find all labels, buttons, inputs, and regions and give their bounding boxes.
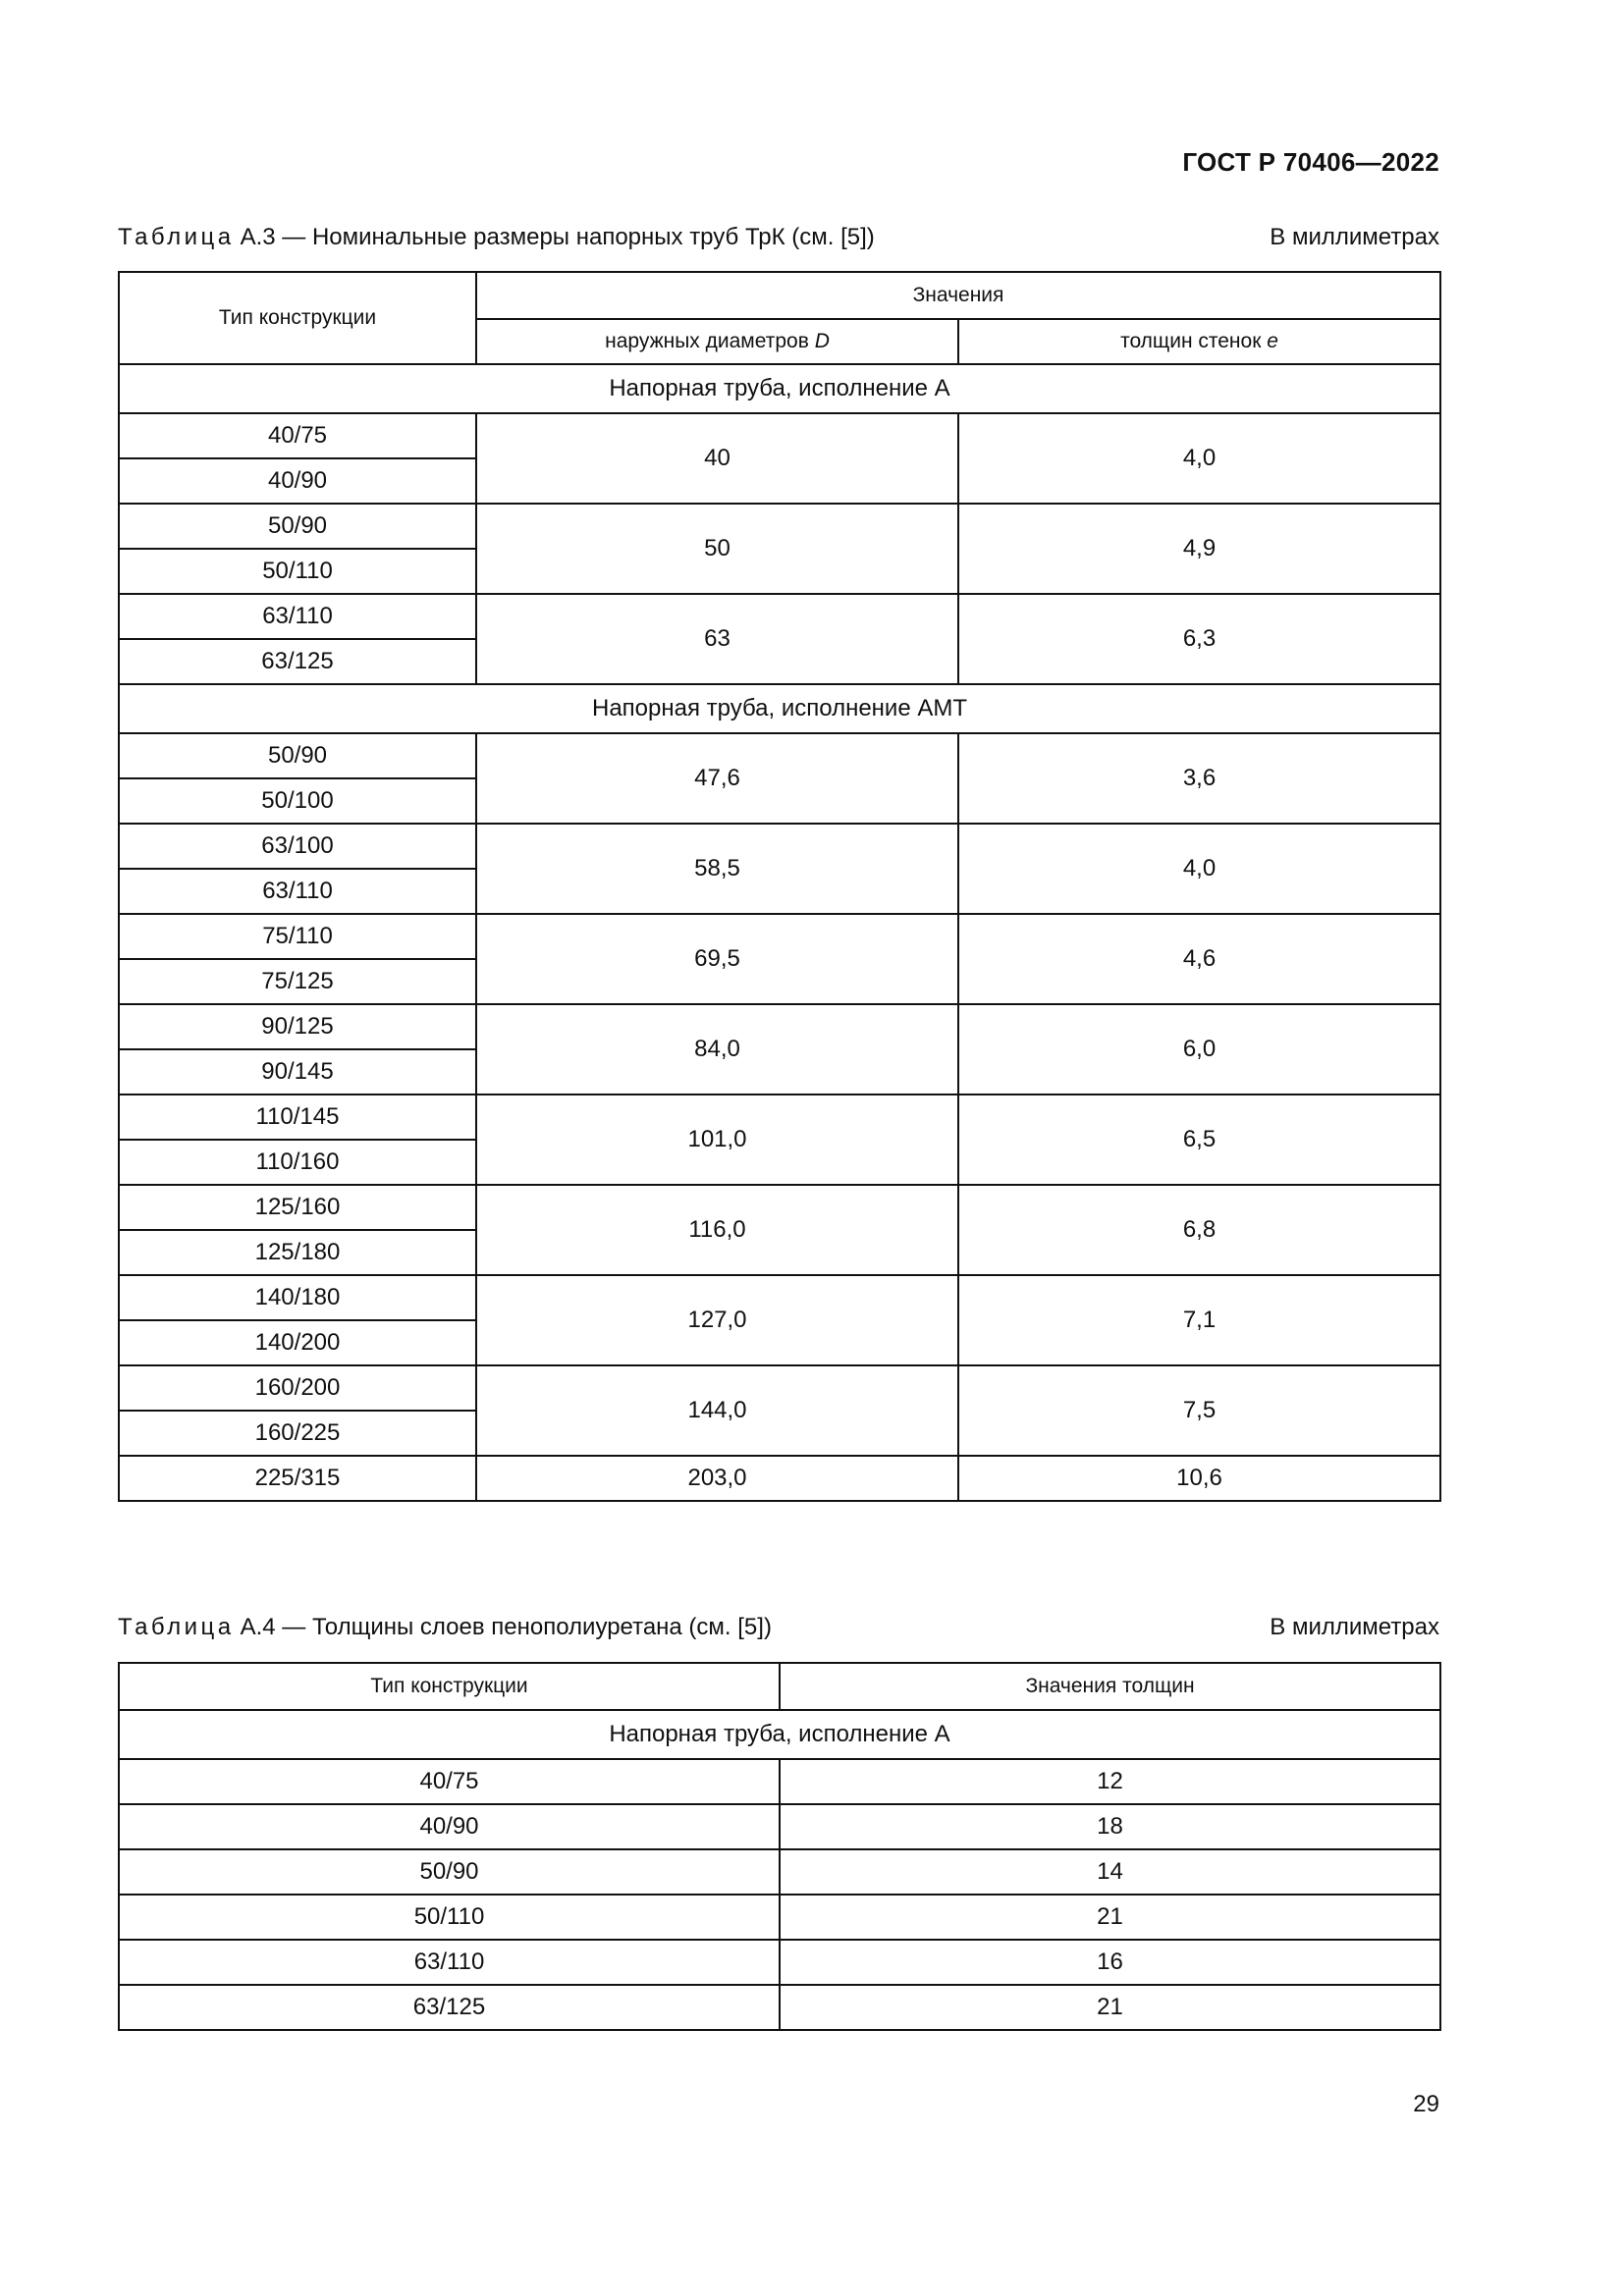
construction-type-cell: 63/110 — [119, 1940, 780, 1985]
construction-type-cell: 90/125 — [119, 1004, 476, 1049]
outer-diameter-cell: 50 — [476, 504, 958, 594]
construction-type-cell: 125/180 — [119, 1230, 476, 1275]
table-row — [119, 413, 1440, 458]
construction-type-cell: 50/90 — [119, 1849, 780, 1895]
table-row — [119, 1275, 1440, 1320]
wall-thickness-cell: 6,3 — [958, 594, 1440, 684]
construction-type-cell: 50/110 — [119, 1895, 780, 1940]
construction-type-cell: 40/75 — [119, 413, 476, 458]
table-a3-header-row — [119, 272, 1440, 319]
table-a4-units: В миллиметрах — [1270, 1614, 1439, 1640]
foam-thickness-cell: 16 — [780, 1940, 1440, 1985]
wall-thickness-cell: 4,6 — [958, 914, 1440, 1004]
outer-diameter-cell: 144,0 — [476, 1365, 958, 1456]
outer-diameter-cell: 40 — [476, 413, 958, 504]
table-a3-section-title: Напорная труба, исполнение А — [119, 364, 1440, 413]
table-row — [119, 1849, 1440, 1895]
table-a3-col-type: Тип конструкции — [119, 272, 476, 364]
table-a4-col-thickness: Значения толщин — [780, 1663, 1440, 1710]
construction-type-cell: 50/110 — [119, 549, 476, 594]
table-a4-section-title: Напорная труба, исполнение А — [119, 1710, 1440, 1759]
outer-diameter-cell: 69,5 — [476, 914, 958, 1004]
construction-type-cell: 75/110 — [119, 914, 476, 959]
construction-type-cell: 63/125 — [119, 639, 476, 684]
table-a4-title: А.4 — Толщины слоев пенополиуретана (см. [5]) — [240, 1614, 772, 1640]
table-row — [119, 1940, 1440, 1985]
construction-type-cell: 160/225 — [119, 1411, 476, 1456]
table-a3-col-values: Значения — [476, 272, 1440, 319]
outer-diameter-cell: 116,0 — [476, 1185, 958, 1275]
construction-type-cell: 40/90 — [119, 458, 476, 504]
table-row — [119, 1895, 1440, 1940]
wall-thickness-cell: 4,9 — [958, 504, 1440, 594]
construction-type-cell: 140/180 — [119, 1275, 476, 1320]
construction-type-cell: 63/100 — [119, 824, 476, 869]
document-code: ГОСТ Р 70406—2022 — [1182, 147, 1439, 177]
table-a4 — [118, 1662, 1441, 2031]
table-a4-header-row — [119, 1663, 1440, 1710]
table-row — [119, 733, 1440, 778]
table-a3-col-thickness — [958, 319, 1440, 364]
construction-type-cell: 75/125 — [119, 959, 476, 1004]
outer-diameter-cell: 63 — [476, 594, 958, 684]
foam-thickness-cell: 14 — [780, 1849, 1440, 1895]
wall-thickness-cell: 7,5 — [958, 1365, 1440, 1456]
page-number: 29 — [1413, 2091, 1439, 2117]
table-row — [119, 1365, 1440, 1411]
table-a3-section-row — [119, 364, 1440, 413]
construction-type-cell: 125/160 — [119, 1185, 476, 1230]
table-a3 — [118, 271, 1441, 1502]
foam-thickness-cell: 12 — [780, 1759, 1440, 1804]
table-a3-label: Таблица — [118, 224, 235, 250]
table-row — [119, 504, 1440, 549]
construction-type-cell: 63/125 — [119, 1985, 780, 2030]
construction-type-cell: 110/145 — [119, 1095, 476, 1140]
table-row — [119, 594, 1440, 639]
table-row — [119, 914, 1440, 959]
construction-type-cell: 50/90 — [119, 733, 476, 778]
table-a3-units: В миллиметрах — [1270, 224, 1439, 250]
table-row — [119, 1456, 1440, 1501]
construction-type-cell: 40/90 — [119, 1804, 780, 1849]
table-a3-section-row — [119, 684, 1440, 733]
construction-type-cell: 63/110 — [119, 594, 476, 639]
construction-type-cell: 63/110 — [119, 869, 476, 914]
construction-type-cell: 50/90 — [119, 504, 476, 549]
wall-thickness-cell: 6,8 — [958, 1185, 1440, 1275]
construction-type-cell: 110/160 — [119, 1140, 476, 1185]
foam-thickness-cell: 21 — [780, 1985, 1440, 2030]
construction-type-cell: 50/100 — [119, 778, 476, 824]
table-a3-section-title: Напорная труба, исполнение АМТ — [119, 684, 1440, 733]
outer-diameter-cell: 127,0 — [476, 1275, 958, 1365]
table-a4-section-row — [119, 1710, 1440, 1759]
table-a4-label: Таблица — [118, 1614, 235, 1640]
outer-diameter-cell: 101,0 — [476, 1095, 958, 1185]
wall-thickness-cell: 3,6 — [958, 733, 1440, 824]
table-row — [119, 824, 1440, 869]
wall-thickness-cell: 4,0 — [958, 824, 1440, 914]
wall-thickness-cell: 7,1 — [958, 1275, 1440, 1365]
thickness-symbol: e — [1267, 330, 1278, 352]
table-row — [119, 1004, 1440, 1049]
construction-type-cell: 90/145 — [119, 1049, 476, 1095]
table-a3-col-diameter — [476, 319, 958, 364]
foam-thickness-cell: 21 — [780, 1895, 1440, 1940]
diameter-symbol: D — [814, 330, 830, 352]
table-row — [119, 1095, 1440, 1140]
construction-type-cell: 160/200 — [119, 1365, 476, 1411]
construction-type-cell: 140/200 — [119, 1320, 476, 1365]
table-a3-caption-left — [118, 224, 875, 251]
outer-diameter-cell: 203,0 — [476, 1456, 958, 1501]
table-row — [119, 1804, 1440, 1849]
table-a4-caption — [118, 1614, 1439, 1641]
diameter-header-text: наружных диаметров — [605, 330, 809, 352]
table-row — [119, 1185, 1440, 1230]
outer-diameter-cell: 58,5 — [476, 824, 958, 914]
outer-diameter-cell: 84,0 — [476, 1004, 958, 1095]
foam-thickness-cell: 18 — [780, 1804, 1440, 1849]
table-row — [119, 1759, 1440, 1804]
table-a4-col-type: Тип конструкции — [119, 1663, 780, 1710]
table-a3-caption — [118, 224, 1439, 251]
table-a4-caption-left — [118, 1614, 772, 1641]
table-row — [119, 1985, 1440, 2030]
construction-type-cell: 40/75 — [119, 1759, 780, 1804]
construction-type-cell: 225/315 — [119, 1456, 476, 1501]
table-a3-title: А.3 — Номинальные размеры напорных труб ТрК (см. [5]) — [240, 224, 875, 250]
outer-diameter-cell: 47,6 — [476, 733, 958, 824]
wall-thickness-cell: 6,5 — [958, 1095, 1440, 1185]
thickness-header-text: толщин стенок — [1120, 330, 1262, 352]
wall-thickness-cell: 4,0 — [958, 413, 1440, 504]
wall-thickness-cell: 6,0 — [958, 1004, 1440, 1095]
wall-thickness-cell: 10,6 — [958, 1456, 1440, 1501]
